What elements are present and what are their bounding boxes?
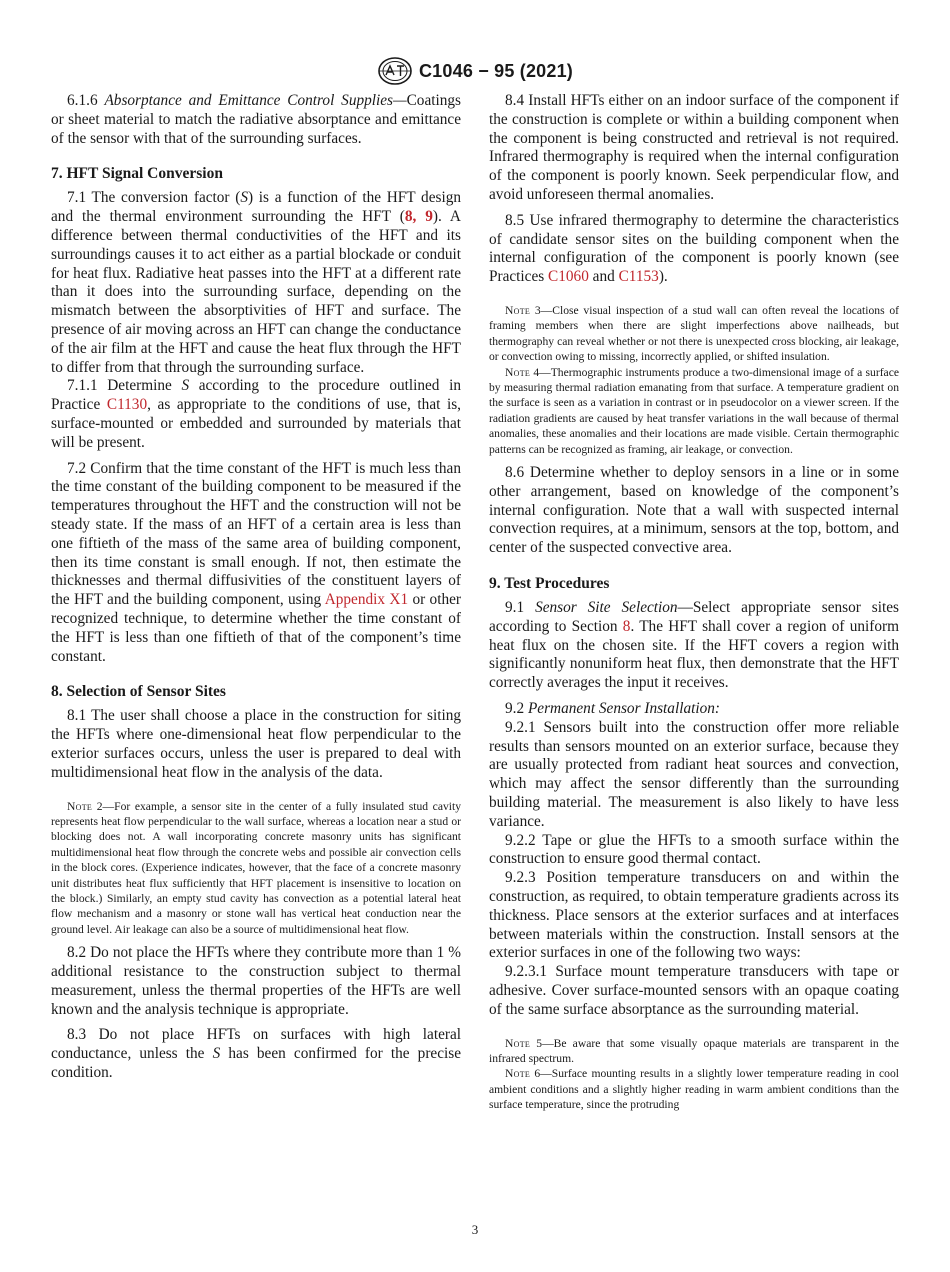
paragraph-7-1: 7.1 The conversion factor (S) is a function of the HFT design and the thermal environment surrounding the HFT (8, 9). A difference between thermal conductivities of the HFT and its surroundings causes it to act either as a partial blockade or conduit for heat flux. Radiative heat passes into the HFT at a different rate than it does into the surrounding surface, depending on the mismatch between the absorptivities of HFT and surface. The presence of air moving across an HFT can change the conductance of the air film at the HFT and cause the heat flux through the HFT to differ from that through the surrounding surface. <box>51 189 461 376</box>
paragraph-9-2-2: 9.2.2 Tape or glue the HFTs to a smooth surface within the construction to ensure good thermal contact. <box>489 831 899 868</box>
paragraph-9-2-1: 9.2.1 Sensors built into the construction offer more reliable results than sensors mounted on an exterior surface, because they are usually protected from radiant heat sources and convection, which may affect the sensor differently than the surrounding building material. The measurement is also likely to have less variance. <box>489 718 899 830</box>
reference-link-8[interactable]: 8, <box>404 208 417 226</box>
paragraph-8-6: 8.6 Determine whether to deploy sensors in a line or in some other arrangement, based on knowledge of the component’s internal configuration. Note that a wall with suspected internal convection requires, at a minimum, sensors at the top, bottom, and center of the suspected convective area. <box>489 464 899 557</box>
link-c1153[interactable]: C1153 <box>618 268 659 286</box>
note-6: Note 6—Surface mounting results in a slightly lower temperature reading in cool ambient conditions and a slightly higher reading in warm ambient conditions than the surface temperature, since the protruding <box>489 1067 899 1112</box>
astm-logo-icon <box>377 56 413 86</box>
note-3: Note 3—Close visual inspection of a stud wall can often reveal the locations of framing members when there are slight imperfections above nailheads, but thermography can reveal whether or not there is unexpected cross blocking, air leakage, or convection owing to missing, incorrectly applied, or shifted insulation. <box>489 303 899 364</box>
link-c1060[interactable]: C1060 <box>548 268 589 286</box>
paragraph-8-1: 8.1 The user shall choose a place in the construction for siting the HFTs where one-dimensional heat flow perpendicular to the exterior surfaces occurs, unless the user is prepared to deal with multidimensional heat flow in the analysis of the data. <box>51 707 461 781</box>
reference-link-9[interactable]: 9 <box>425 208 433 226</box>
paragraph-7-1-1: 7.1.1 Determine S according to the procedure outlined in Practice C1130, as appropriate to the conditions of use, that is, surface-mounted or embedded and surrounded by materials that will be present. <box>51 377 461 451</box>
link-appendix-x1[interactable]: Appendix X1 <box>324 591 409 609</box>
left-column <box>51 92 461 1083</box>
page-number: 3 <box>471 1222 479 1237</box>
paragraph-9-1: 9.1 Sensor Site Selection—Select appropriate sensor sites according to Section 8. The HFT shall cover a region of uniform heat flux on the chosen site. If the HFT covers a region with significantly nonuniform heat flux, then demonstrate that the HFT correctly averages the input it receives. <box>489 599 899 692</box>
paragraph-8-5: 8.5 Use infrared thermography to determine the characteristics of candidate sensor sites on the building component when the internal configuration of the component is poorly known (see Practices C1060 and C1153). <box>489 211 899 286</box>
paragraph-7-2: 7.2 Confirm that the time constant of the HFT is much less than the time constant of the building component to be measured if the temperatures throughout the HFT and the construction will not be steady state. If the mass of an HFT of a certain area is less than one fiftieth of the mass of the same area of building component, then its time constant is small enough. If not, then estimate the thicknesses and thermal diffusivities of the constituent layers of the HFT and the building component, using Appendix X1 or other recognized technique, to determine whether the time constant of the HFT is less than one fiftieth of that of the component’s time constant. <box>51 459 461 665</box>
note-4: Note 4—Thermographic instruments produce a two-dimensional image of a surface by measuring thermal radiation emanating from that surface. A temperature gradient on the surface is seen as a variation in contrast or in pseudocolor on a viewer screen. If the radiation gradients are caused by heat transfer variations in the wall because of thermal anomalies, these anomalies and their locations are made visible. Certain thermographic patterns can be recognized as framing, air leakage, or convection. <box>489 365 899 456</box>
paragraph-8-3: 8.3 Do not place HFTs on surfaces with high lateral conductance, unless the S has been confirmed for the precise condition. <box>51 1026 461 1081</box>
document-id: C1046 − 95 (2021) <box>418 60 573 81</box>
link-section-8[interactable]: 8 <box>622 617 631 635</box>
section-9-heading: 9. Test Procedures <box>489 575 610 593</box>
page-header <box>0 56 950 91</box>
paragraph-8-2: 8.2 Do not place the HFTs where they contribute more than 1 % additional resistance to the construction subject to thermal measurement, unless the thermal properties of the HFTs are well known and the analysis technique is appropriate. <box>51 944 461 1018</box>
section-7-heading: 7. HFT Signal Conversion <box>51 165 223 183</box>
paragraph-9-2: 9.2 Permanent Sensor Installation: <box>505 700 720 717</box>
note-2: Note 2—For example, a sensor site in the center of a fully insulated stud cavity represents heat flow perpendicular to the wall surface, whereas a location near a stud or blocking does not. A wall incorporating concrete masonry units has significant multidimensional heat flow through the concrete webs and possible air convection cells in the block cores. (Experience indicates, however, that the face of a concrete masonry unit distributes heat flux sufficiently that HFT placement is insensitive to location on the block.) Similarly, an empty stud cavity has convection as a potential lateral heat flow mechanism and a masonry or stone wall has vertical heat conduction near the ground level. Air leakage can also be a source of multidimensional heat flow. <box>51 799 461 936</box>
section-8-heading: 8. Selection of Sensor Sites <box>51 683 226 701</box>
link-c1130[interactable]: C1130 <box>106 396 148 414</box>
paragraph-6-1-6: 6.1.6 Absorptance and Emittance Control Supplies—Coatings or sheet material to match the radiative absorptance and emittance of the sensor with that of the surrounding surfaces. <box>51 92 461 147</box>
paragraph-9-2-3: 9.2.3 Position temperature transducers on and within the construction, as required, to obtain temperature gradients across its thickness. Place sensors at the exterior surfaces and at interfaces between materials within the construction. Install sensors at the exterior surfaces in one of the following two ways: <box>489 869 899 962</box>
paragraph-8-4: 8.4 Install HFTs either on an indoor surface of the component if the construction is complete or within a building component when the component is being constructed and retrieval is not required. Infrared thermography is required when the internal configuration of the component is poorly known. Seek perpendicular flow, and avoid unforeseen thermal anomalies. <box>489 92 899 203</box>
right-column <box>489 92 899 1113</box>
note-5: Note 5—Be aware that some visually opaque materials are transparent in the infrared spectrum. <box>489 1036 899 1065</box>
paragraph-9-2-3-1: 9.2.3.1 Surface mount temperature transducers with tape or adhesive. Cover surface-mounted sensors with an opaque coating of the same surface absorptance as the surrounding material. <box>489 963 899 1018</box>
